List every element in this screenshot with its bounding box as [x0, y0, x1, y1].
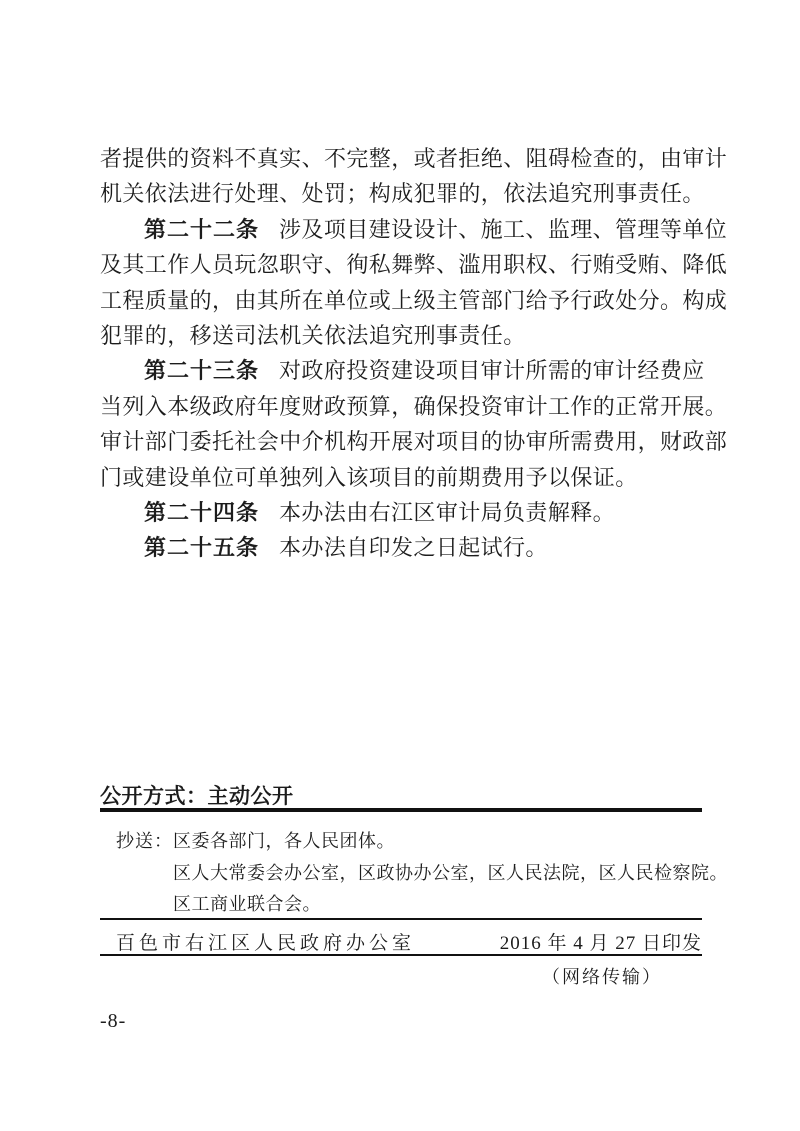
body-line-text: 机关依法进行处理、处罚；构成犯罪的，依法追究刑事责任。	[100, 181, 705, 207]
cc-line: 区委各部门，各人民团体。	[173, 831, 395, 851]
body-line-text: 本办法自印发之日起试行。	[279, 535, 548, 561]
body-line	[100, 353, 710, 388]
article-number: 第二十二条	[144, 216, 260, 242]
article-number: 第二十五条	[144, 535, 260, 561]
body-line-text: 本办法由右江区审计局负责解释。	[279, 499, 616, 525]
body-line	[100, 318, 710, 353]
cc-lines	[173, 826, 728, 921]
body-line	[100, 424, 728, 459]
body-line	[100, 460, 710, 495]
article-number: 第二十三条	[144, 358, 260, 384]
cc-block	[116, 826, 728, 921]
issuer-name: 百色市右江区人民政府办公室	[116, 933, 416, 954]
body-line-text: 工程质量的，由其所在单位或上级主管部门给予行政处分。构成	[100, 287, 728, 313]
issuer-row	[100, 929, 702, 954]
body-line-text: 当列入本级政府年度财政预算，确保投资审计工作的正常开展。	[100, 393, 728, 419]
publish-method: 公开方式：主动公开	[100, 785, 294, 808]
body-line	[100, 141, 728, 176]
body-line-text: 者提供的资料不真实、不完整，或者拒绝、阻碍检查的，由审计	[100, 146, 728, 171]
article-number: 第二十四条	[144, 499, 260, 525]
body-line-text: 审计部门委托社会中介机构开展对项目的协审所需费用，财政部	[100, 429, 728, 455]
body-line	[100, 389, 728, 424]
divider-mid	[100, 918, 702, 920]
body-line-text: 涉及项目建设设计、施工、监理、管理等单位	[279, 216, 728, 242]
body-line-text: 对政府投资建设项目审计所需的审计经费应	[279, 358, 705, 384]
divider-thin	[100, 954, 702, 956]
divider-thick	[100, 808, 702, 812]
cc-line: 区人大常委会办公室，区政协办公室，区人民法院，区人民检察院。	[173, 862, 728, 883]
body-line-text: 及其工作人员玩忽职守、徇私舞弊、滥用职权、行贿受贿、降低	[100, 252, 728, 278]
cc-line: 区工商业联合会。	[173, 894, 321, 914]
body-line	[100, 247, 728, 282]
body-line	[100, 176, 710, 211]
body-line-text: 犯罪的，移送司法机关依法追究刑事责任。	[100, 322, 526, 348]
body-line-text: 门或建设单位可单独列入该项目的前期费用予以保证。	[100, 464, 638, 490]
body-line	[100, 495, 710, 530]
page-number: -8-	[100, 1010, 127, 1032]
body-line	[100, 530, 710, 565]
cc-label: 抄送：	[116, 831, 173, 851]
document-body	[100, 141, 728, 566]
body-line	[100, 212, 728, 247]
transmission-note: （网络传输）	[542, 967, 662, 987]
body-line	[100, 283, 728, 318]
print-date: 2016 年 4 月 27 日印发	[499, 933, 702, 954]
